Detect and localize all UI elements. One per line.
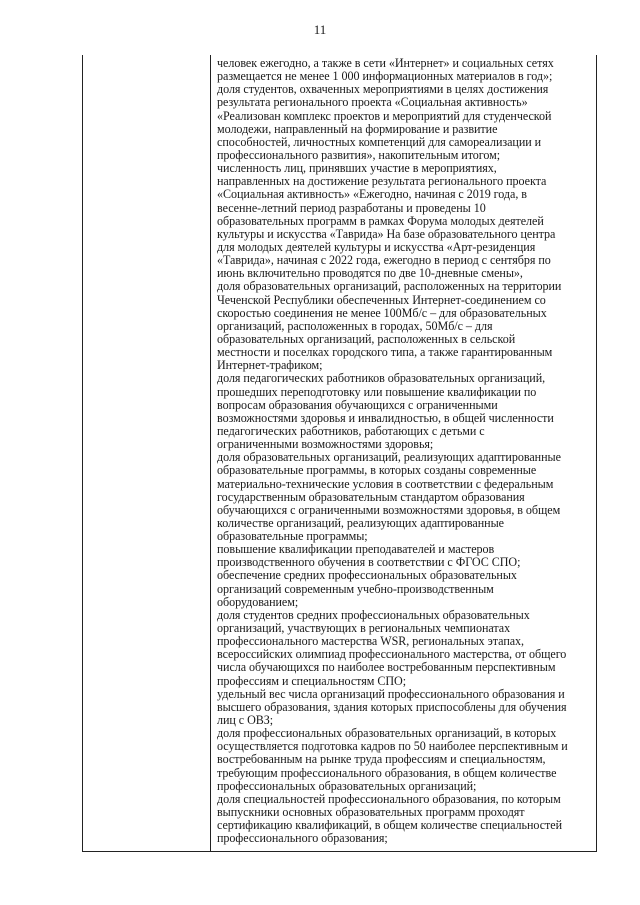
text-line: педагогических работников, работающих с детьми с [217, 423, 485, 438]
text-line: результата регионального проекта «Социальная активность» [217, 95, 528, 110]
text-line: доля профессиональных образовательных организаций, в которых [217, 726, 557, 741]
text-line: востребованным на рынке труда профессиям и специальностям, [217, 752, 546, 767]
table-right-column [217, 57, 590, 845]
text-line: лиц с ОВЗ; [217, 713, 274, 728]
text-line: Чеченской Республики обеспеченных Интернет-соединением со [217, 292, 546, 307]
text-line: местности и поселках городского типа, а также гарантированным [217, 345, 553, 360]
text-line: профессиям и специальностям СПО; [217, 673, 407, 688]
text-line: способностей, личностных компетенций для самореализации и [217, 134, 542, 149]
text-line: размещается не менее 1 000 информационных материалов в год»; [217, 69, 553, 84]
text-line: июнь включительно проводятся по две 10-дневные смены», [217, 266, 523, 281]
text-line: скоростью соединения не менее 100Мб/с – для образовательных [217, 305, 547, 320]
text-line: организаций современным учебно-производственным [217, 581, 494, 596]
text-line: человек ежегодно, а также в сети «Интернет» и социальных сетях [217, 56, 554, 70]
text-line: всероссийских олимпиад профессионального мастерства, от общего [217, 647, 567, 662]
text-line: организаций, участвующих в региональных чемпионатах [217, 621, 511, 636]
text-line: направленных на достижение результата регионального проекта [217, 174, 547, 189]
text-line: образовательных программ в рамках Форума молодых деятелей [217, 213, 544, 228]
text-line: высшего образования, здания которых приспособлены для обучения [217, 699, 567, 714]
text-line: профессионального мастерства WSR, региональных этапах, [217, 634, 525, 649]
text-line: числа обучающихся по наиболее востребованным перспективным [217, 660, 556, 675]
page-number: 11 [313, 22, 327, 37]
text-line: возможностями здоровья и инвалидностью, в общей численности [217, 410, 554, 425]
text-line: производственного обучения в соответствии с ФГОС СПО; [217, 555, 521, 570]
text-line: образовательные программы; [217, 529, 368, 544]
column-divider [210, 55, 211, 851]
text-line: «Реализован комплекс проектов и мероприятий для студенческой [217, 108, 552, 123]
text-line: молодежи, направленный на формирование и развитие [217, 121, 498, 136]
text-line: весенне-летний период разработаны и проведены 10 [217, 200, 486, 215]
text-line: сертификацию квалификаций, в общем количестве специальностей [217, 818, 563, 833]
text-line: численность лиц, принявших участие в мероприятиях, [217, 161, 497, 176]
text-line: профессионального образования; [217, 831, 388, 846]
text-line: доля педагогических работников образовательных организаций, [217, 371, 546, 386]
text-line: количестве организаций, реализующих адаптированные [217, 515, 504, 530]
text-line: «Социальная активность» «Ежегодно, начиная с 2019 года, в [217, 187, 527, 202]
text-line: удельный вес числа организаций профессионального образования и [217, 686, 565, 701]
text-line: доля студентов средних профессиональных образовательных [217, 607, 530, 622]
text-line: организаций, расположенных в городах, 50Мб/с – для [217, 318, 493, 333]
text-line: доля специальностей профессионального образования, по которым [217, 791, 561, 806]
text-line: для молодых деятелей культуры и искусства «Арт-резиденция [217, 239, 536, 254]
text-line: материально-технические условия в соответствии с федеральным [217, 476, 554, 491]
text-line: образовательных организаций, расположенных в сельской [217, 331, 516, 346]
text-line: профессиональных образовательных организаций; [217, 778, 477, 793]
text-line: выпускники основных образовательных программ проходят [217, 805, 525, 820]
text-line: профессионального развития», накопительным итогом; [217, 147, 501, 162]
text-line: культуры и искусства «Таврида» На базе образовательного центра [217, 226, 556, 241]
text-line: обучающихся с ограниченными возможностями здоровья, в общем [217, 502, 561, 517]
text-line: требующим профессионального образования, в общем количестве [217, 765, 557, 780]
text-line: Интернет-трафиком; [217, 358, 323, 373]
table-left-column [83, 55, 210, 851]
text-line: доля студентов, охваченных мероприятиями в целях достижения [217, 82, 549, 97]
text-line: обеспечение средних профессиональных образовательных [217, 568, 517, 583]
text-line: доля образовательных организаций, реализующих адаптированные [217, 450, 561, 465]
text-line: оборудованием; [217, 594, 299, 609]
text-line: повышение квалификации преподавателей и мастеров [217, 542, 495, 557]
text-line: вопросам образования обучающихся с ограниченными [217, 397, 498, 412]
text-line: прошедших переподготовку или повышение квалификации по [217, 384, 537, 399]
text-line: государственным образовательным стандартом образования [217, 489, 525, 504]
text-line: осуществляется подготовка кадров по 50 наиболее перспективным и [217, 739, 568, 754]
text-line: доля образовательных организаций, расположенных на территории [217, 279, 562, 294]
text-line: «Таврида», начиная с 2022 года, ежегодно в период с сентября по [217, 253, 551, 268]
document-table [82, 55, 597, 852]
text-line: образовательные программы, в которых созданы современные [217, 463, 537, 478]
text-line: ограниченными возможностями здоровья; [217, 437, 434, 452]
